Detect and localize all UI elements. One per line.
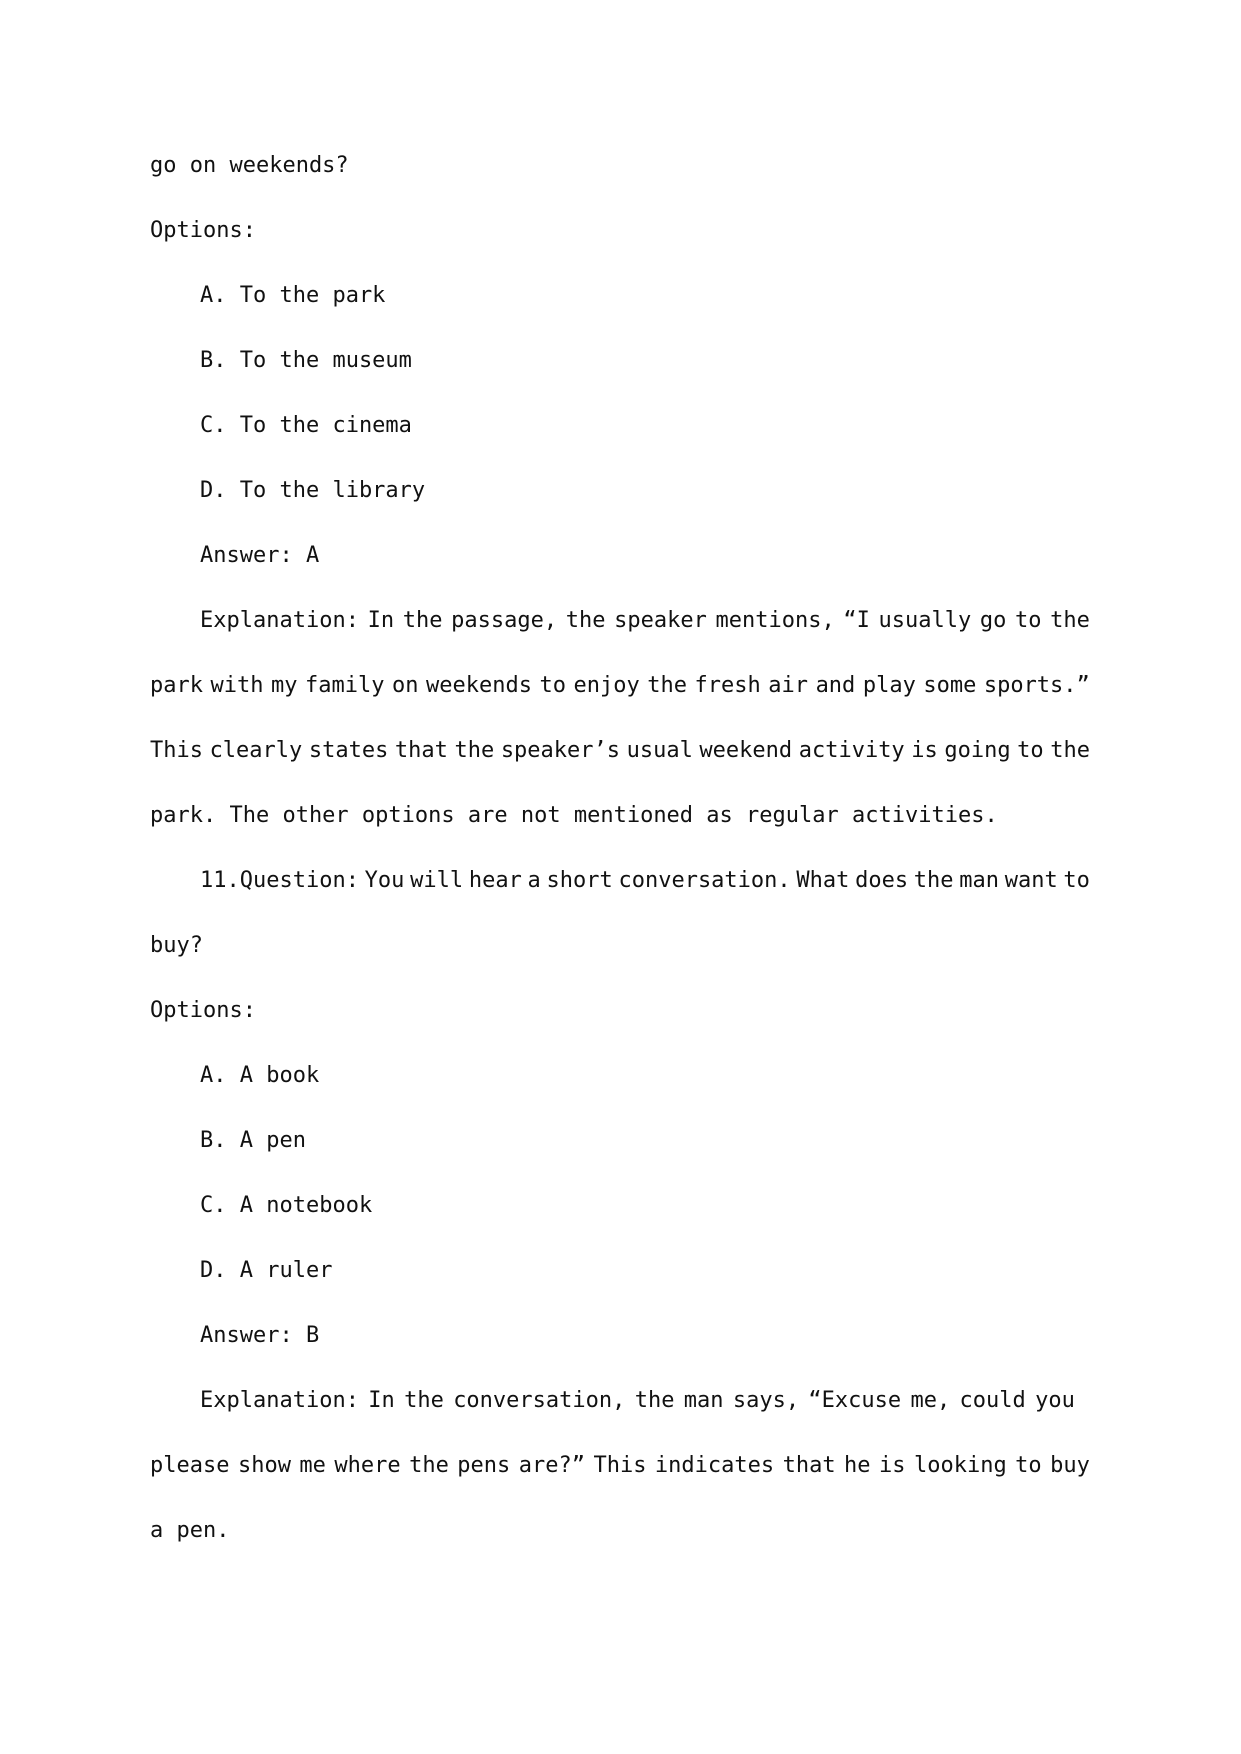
word: “I [843,608,870,633]
word: the [565,608,606,633]
word: a [527,868,541,893]
word: some [923,673,977,698]
word: the [1050,738,1090,763]
option-a: A. A book [200,1063,320,1088]
word: you [1035,1388,1075,1413]
question-text: buy? [150,933,203,958]
word: This [593,1453,647,1478]
word: to [539,673,567,698]
word: man [683,1388,724,1413]
word: me [299,1453,326,1478]
word: states [308,738,389,763]
option-c: C. A notebook [200,1193,373,1218]
explanation-line [150,736,1090,766]
word: family [305,673,385,698]
word: the [454,738,495,763]
word: are?” [518,1453,585,1478]
word: What [796,868,850,893]
word: does [855,868,909,893]
word: This [150,738,203,763]
word: passage, [451,608,558,633]
explanation-line [200,606,1090,636]
word: my [271,673,298,698]
word: 11.Question: [200,868,359,893]
word: Explanation: [200,608,359,633]
word: and [815,673,856,698]
word: speaker [614,608,707,633]
word: indicates [654,1453,775,1478]
word: is [879,1453,906,1478]
word: weekend [699,738,793,763]
option-b: B. A pen [200,1128,306,1153]
word: that [394,738,448,763]
word: show [237,1453,291,1478]
explanation-line [150,671,1090,701]
word: on [392,673,419,698]
word: activity [798,738,905,763]
word: the [913,868,954,893]
word: the [1050,608,1090,633]
word: mentions, [715,608,835,633]
word: could [959,1388,1026,1413]
word: that [782,1453,836,1478]
word: pens [457,1453,511,1478]
word: the [634,1388,675,1413]
option-b: B. To the museum [200,348,412,373]
explanation-line: park. The other options are not mentioned as regular activities. [150,803,998,828]
word: clearly [209,738,303,763]
word: air [768,673,809,698]
word: “Excuse [808,1388,902,1413]
word: park [150,673,203,698]
word: usual [626,738,693,763]
word: weekends [426,673,532,698]
word: want [1004,868,1058,893]
word: says, [732,1388,800,1413]
word: buy [1050,1453,1090,1478]
word: short [546,868,613,893]
word: Explanation: [200,1388,359,1413]
word: the [402,608,443,633]
explanation-line [150,1451,1090,1481]
answer: Answer: B [200,1323,320,1348]
word: please [150,1453,230,1478]
word: is [911,738,938,763]
option-d: D. A ruler [200,1258,333,1283]
explanation-line [200,1386,1075,1416]
word: me, [910,1388,951,1413]
options-label: Options: [150,998,256,1023]
explanation-line: a pen. [150,1518,230,1543]
word: enjoy [573,673,640,698]
word: to [1063,868,1090,893]
word: will [410,868,464,893]
word: the [404,1388,444,1413]
word: You [364,868,405,893]
word: conversation. [618,868,791,893]
word: hear [468,868,522,893]
option-c: C. To the cinema [200,413,412,438]
word: In [367,608,395,633]
word: he [844,1453,871,1478]
word: looking [913,1453,1007,1478]
word: fresh [694,673,761,698]
word: conversation, [453,1388,626,1413]
word: to [1014,608,1042,633]
question-continuation: go on weekends? [150,153,349,178]
word: usually [878,608,972,633]
word: going [944,738,1011,763]
word: In [368,1388,395,1413]
word: to [1017,738,1044,763]
word: man [959,868,999,893]
word: play [862,673,916,698]
word: go [979,608,1007,633]
answer: Answer: A [200,543,320,568]
question-text [200,866,1090,896]
option-a: A. To the park [200,283,386,308]
options-label: Options: [150,218,256,243]
word: where [334,1453,401,1478]
word: the [647,673,688,698]
word: speaker’s [500,738,621,763]
word: to [1015,1453,1042,1478]
word: sports.” [983,673,1090,698]
word: the [409,1453,449,1478]
word: with [210,673,264,698]
option-d: D. To the library [200,478,426,503]
